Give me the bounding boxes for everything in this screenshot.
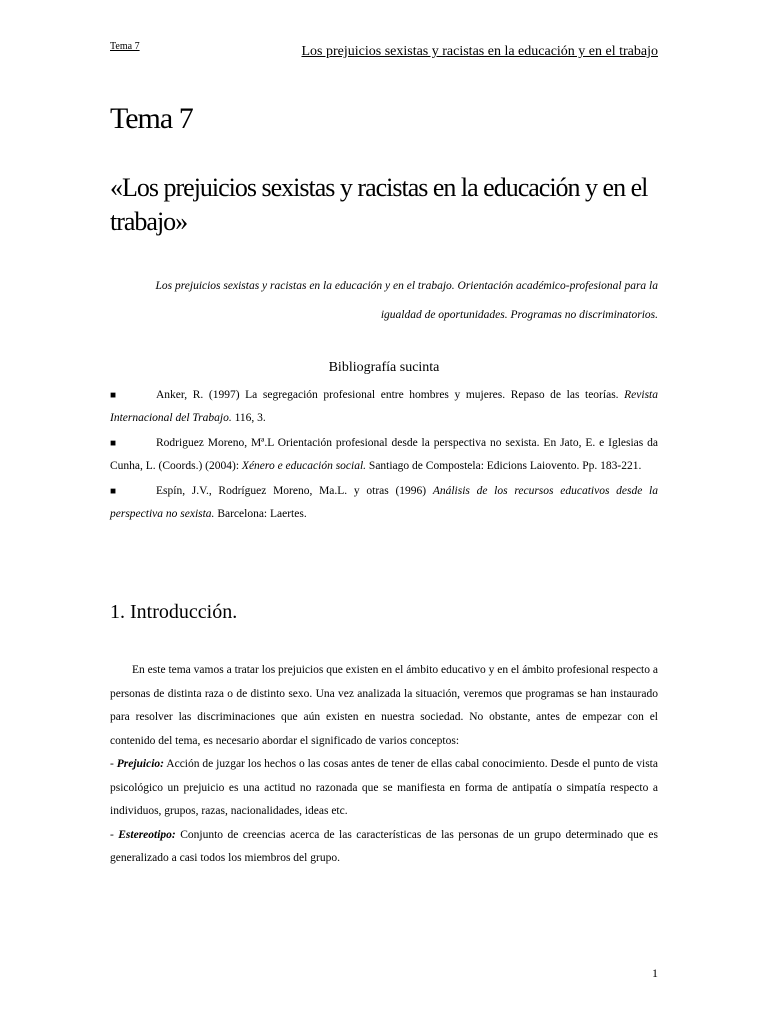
topic-summary: Los prejuicios sexistas y racistas en la educación y en el trabajo. Orientación académico-profesional para la igualdad de oportunidades. Programas no discriminatorios. xyxy=(155,280,658,321)
page-number: 1 xyxy=(652,966,658,980)
bibliography-details: 116, 3. xyxy=(231,412,266,424)
bibliography-item xyxy=(110,384,658,430)
definition-text: Acción de juzgar los hechos o las cosas antes de tener de ellas cabal conocimiento. Desde el punto de vista psicológico un prejuicio es una actitud no razonada que se manifiesta en forma de antipatía o simpatía respecto a individuos, grupos, razas, nacionalidades, ideas etc. xyxy=(110,758,658,817)
bibliography-list xyxy=(110,384,658,528)
bibliography-item xyxy=(110,480,658,526)
definition-term: Prejuicio: xyxy=(116,758,165,770)
bibliography-source: Xénero e educación social. xyxy=(241,460,367,472)
definition-dash: - xyxy=(110,828,119,841)
definition-estereotipo xyxy=(110,824,658,871)
bibliography-text: Anker, R. (1997) La segregación profesional entre hombres y mujeres. Repaso de las teorías. xyxy=(156,389,625,401)
definition-term: Estereotipo: xyxy=(118,828,176,841)
bibliography-item xyxy=(110,432,658,478)
bibliography-text: Rodriguez Moreno, Mª.L Orientación profesional desde la perspectiva no sexista. En Jato, E. e Iglesias da Cunha, L. (Coords.) (2004): xyxy=(110,437,658,472)
section-heading: 1. Introducción. xyxy=(110,601,238,623)
bullet-icon: ■ xyxy=(110,486,117,497)
bullet-icon: ■ xyxy=(110,438,117,449)
bibliography-source: Revista Internacional del Trabajo. xyxy=(110,389,658,424)
definition-text: Conjunto de creencias acerca de las características de las personas de un grupo determinado que es generalizado a casi todos los miembros del grupo. xyxy=(110,828,658,864)
bibliography-source: Análisis de los recursos educativos desde la perspectiva no sexista. xyxy=(110,485,658,520)
bullet-icon: ■ xyxy=(110,390,117,401)
header-right: Los prejuicios sexistas y racistas en la educación y en el trabajo xyxy=(301,44,658,59)
header-left: Tema 7 xyxy=(110,41,140,52)
definition-prejuicio xyxy=(110,753,658,824)
bibliography-details: Santiago de Compostela: Edicions Laiovento. Pp. 183-221. xyxy=(366,460,642,472)
main-title: «Los prejuicios sexistas y racistas en la educación y en el trabajo» xyxy=(110,173,648,236)
section-body xyxy=(110,659,658,871)
bibliography-details: Barcelona: Laertes. xyxy=(214,508,307,520)
intro-paragraph: En este tema vamos a tratar los prejuicios que existen en el ámbito educativo y en el ámbito profesional respecto a personas de distinta raza o de distinto sexo. Una vez analizada la situación, veremos que programas se han instaurado para resolver las discriminaciones que aún existen en nuestra sociedad. No obstante, antes de empezar con el contenido del tema, es necesario abordar el significado de varios conceptos: xyxy=(110,664,658,747)
bibliography-text: Espín, J.V., Rodríguez Moreno, Ma.L. y otras (1996) xyxy=(156,485,433,497)
tema-title: Tema 7 xyxy=(110,102,193,135)
definition-dash: - xyxy=(110,758,117,770)
bibliography-heading: Bibliografía sucinta xyxy=(328,360,440,375)
